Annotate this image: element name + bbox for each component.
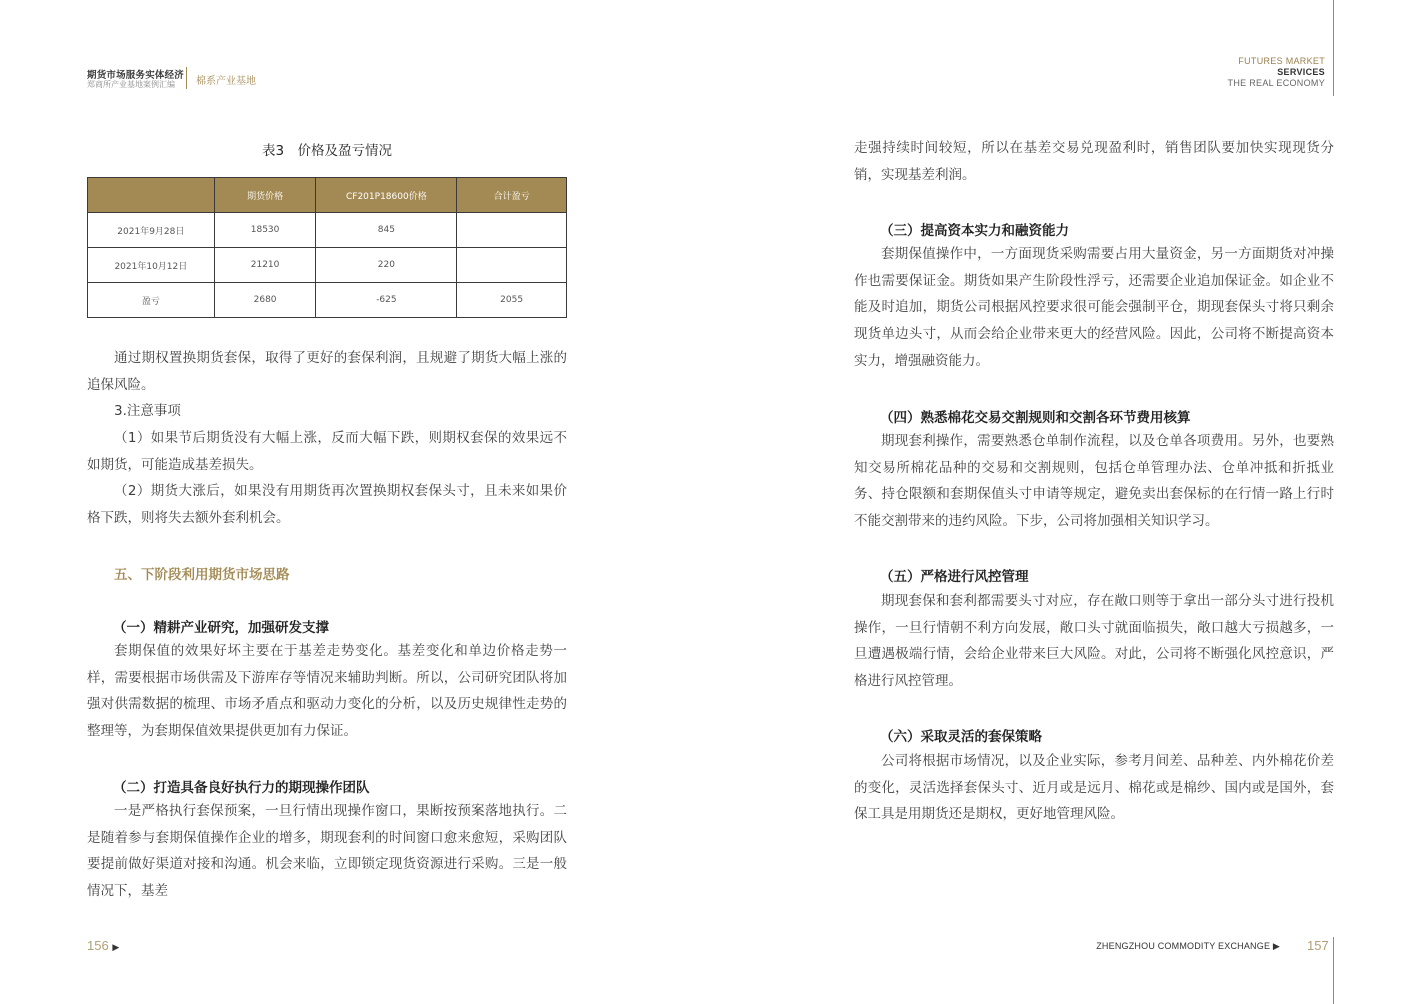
table-cell: 2021年10月12日 [88,248,215,283]
table-cell: 220 [316,248,457,283]
triangle-right-icon: ▶ [1272,941,1280,951]
table-cell: 845 [316,213,457,248]
paragraph: （2）期货大涨后，如果没有用期货再次置换期权套保头寸，且未来如果价格下跌，则将失去额外套利机会。 [87,483,567,526]
paragraph: 套期保值的效果好坏主要在于基差走势变化。基差变化和单边价格走势一样，需要根据市场供需及下游库存等情况来辅助判断。所以，公司研究团队将加强对供需数据的梳理、市场矛盾点和驱动力变化的分析，以及历史规律性走势的整理等，为套期保值效果提供更加有力保证。 [87,643,567,740]
book-subtitle: 郑商所产业基地案例汇编 [87,80,175,89]
paragraph: 套期保值操作中，一方面现货采购需要占用大量资金，另一方面期货对冲操作也需要保证金。期货如果产生阶段性浮亏，还需要企业追加保证金。如企业不能及时追加，期货公司根据风控要求很可能会强制平仓，期现套保头寸将只剩余现货单边头寸，从而会给企业带来更大的经营风险。因此，公司将不断提高资本实力，增强融资能力。 [854,246,1334,369]
paragraph: 期现套利操作，需要熟悉仓单制作流程，以及仓单各项费用。另外，也要熟知交易所棉花品种的交易和交割规则，包括仓单管理办法、仓单冲抵和折抵业务、持仓限额和套期保值头寸申请等规定，避免卖出套保标的在行情一路上行时不能交割带来的违约风险。下步，公司将加强相关知识学习。 [854,433,1334,530]
table-header-cell: 合计盈亏 [457,178,567,213]
table-row [88,248,567,283]
exchange-name: ZHENGZHOU COMMODITY EXCHANGE [1096,941,1271,951]
section-name: 棉系产业基地 [196,76,256,87]
table-cell: 21210 [214,248,316,283]
paragraph: 期现套保和套利都需要头寸对应，存在敞口则等于拿出一部分头寸进行投机操作，一旦行情朝不利方向发展，敞口头寸就面临损失，敞口越大亏损越多，一旦遭遇极端行情，会给企业带来巨大风险。对此，公司将不断强化风控意识，严格进行风控管理。 [854,593,1334,690]
paragraph: （1）如果节后期货没有大幅上涨，反而大幅下跌，则期权套保的效果远不如期货，可能造成基差损失。 [87,430,567,473]
paragraph: 一是严格执行套保预案，一旦行情出现操作窗口，果断按预案落地执行。二是随着参与套期保值操作企业的增多，期现套利的时间窗口愈来愈短，采购团队要提前做好渠道对接和沟通。机会来临，立即锁定现货资源进行采购。三是一般情况下，基差 [87,803,567,900]
table-cell: 盈亏 [88,283,215,318]
table-cell: 2021年9月28日 [88,213,215,248]
header-right-line1: FUTURES MARKET [1238,56,1325,66]
subsection-heading: （五）严格进行风控管理 [880,569,1029,585]
subsection-heading: （三）提高资本实力和融资能力 [880,223,1069,239]
table-cell: -625 [316,283,457,318]
subsection-heading: （一）精耕产业研究，加强研发支撑 [113,620,329,636]
paragraph: 3.注意事项 [114,403,181,419]
table-cell [457,213,567,248]
subsection-heading: （四）熟悉棉花交易交割规则和交割各环节费用核算 [880,410,1191,426]
table-row [88,283,567,318]
book-title: 期货市场服务实体经济 [87,70,185,81]
header-right-line2: SERVICES [1277,67,1325,77]
header-divider [186,67,187,89]
table-cell: 2680 [214,283,316,318]
table-header-cell [88,178,215,213]
subsection-heading: （二）打造具备良好执行力的期现操作团队 [113,780,370,796]
price-pnl-table [87,177,567,318]
page-number-left [87,938,119,953]
right-edge-rule-top [1333,0,1334,96]
paragraph: 通过期权置换期货套保，取得了更好的套保利润，且规避了期货大幅上涨的追保风险。 [87,350,567,393]
paragraph: 走强持续时间较短，所以在基差交易兑现盈利时，销售团队要加快实现现货分销，实现基差利润。 [854,140,1334,183]
page-number: 156 [87,938,109,953]
table-header-cell: CF201P18600价格 [316,178,457,213]
triangle-right-icon: ▶ [112,942,120,952]
section-heading: 五、下阶段利用期货市场思路 [114,567,290,583]
table-cell [457,248,567,283]
header-right-line3: THE REAL ECONOMY [1227,78,1325,88]
page-number-right: 157 [1307,938,1329,953]
subsection-heading: （六）采取灵活的套保策略 [880,729,1042,745]
table-header-row [88,178,567,213]
table-cell: 18530 [214,213,316,248]
table-header-cell: 期货价格 [214,178,316,213]
table-row [88,213,567,248]
paragraph: 公司将根据市场情况，以及企业实际，参考月间差、品种差、内外棉花价差的变化，灵活选择套保头寸、近月或是远月、棉花或是棉纱、国内或是国外，套保工具是用期货还是期权，更好地管理风险。 [854,753,1334,823]
right-edge-rule-bottom [1333,937,1334,1004]
table-title: 表3 价格及盈亏情况 [261,143,393,159]
header-right-logo-text [1228,56,1325,89]
table-cell: 2055 [457,283,567,318]
footer-exchange [1096,941,1280,952]
